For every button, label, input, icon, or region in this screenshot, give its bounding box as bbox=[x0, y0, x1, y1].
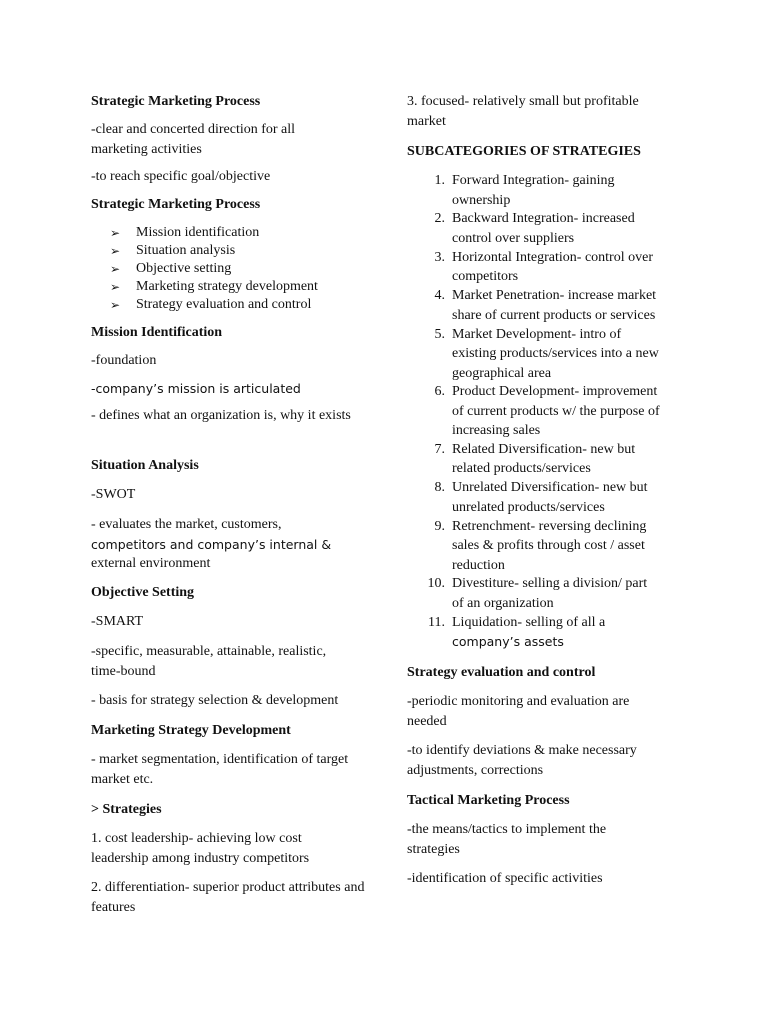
paragraph-cost-leadership: 1. cost leadership- achieving low cost leadership among industry competitors bbox=[91, 831, 310, 866]
paragraph-identify-deviations: -to identify deviations & make necessary adjustments, corrections bbox=[407, 743, 637, 778]
subcategory-number: 4. bbox=[434, 288, 445, 304]
subcategory-text: competitors bbox=[452, 269, 519, 285]
subcategory-text: share of current products or services bbox=[452, 307, 656, 323]
paragraph-basis-strategy: - basis for strategy selection & development bbox=[91, 693, 339, 708]
subcategory-text: geographical area bbox=[452, 365, 552, 381]
subcategory-item bbox=[428, 613, 682, 652]
paragraph-segmentation: - market segmentation, identification of target market etc. bbox=[91, 752, 349, 787]
heading-objective-setting: Objective Setting bbox=[91, 585, 195, 600]
process-item-label: Marketing strategy development bbox=[136, 279, 318, 294]
arrow-bullet-icon: ➢ bbox=[110, 244, 121, 258]
subcategory-text: Unrelated Diversification- new but bbox=[452, 480, 648, 496]
paragraph-goal: -to reach specific goal/objective bbox=[91, 169, 271, 184]
subcategory-text: Related Diversification- new but bbox=[452, 441, 636, 457]
paragraph-swot: -SWOT bbox=[91, 487, 136, 502]
subcategory-text: Backward Integration- increased bbox=[452, 211, 635, 227]
subcategory-text: Horizontal Integration- control over bbox=[452, 249, 653, 265]
subcategory-text: Retrenchment- reversing declining bbox=[452, 518, 647, 534]
paragraph-periodic-monitoring: -periodic monitoring and evaluation are needed bbox=[407, 694, 630, 729]
subcategory-item bbox=[434, 248, 682, 287]
subcategory-number: 6. bbox=[434, 384, 445, 400]
paragraph-differentiation: 2. differentiation- superior product attributes and features bbox=[91, 880, 365, 915]
heading-strategies: > Strategies bbox=[91, 802, 162, 817]
subcategory-number: 8. bbox=[434, 480, 445, 496]
paragraph-evaluates-line3: external environment bbox=[91, 556, 211, 571]
subcategory-item bbox=[434, 440, 682, 479]
subcategory-text: Liquidation- selling of all a bbox=[452, 614, 606, 630]
subcategory-text: Market Development- intro of bbox=[452, 326, 622, 342]
subcategory-text: ownership bbox=[452, 192, 511, 208]
heading-marketing-strategy-development: Marketing Strategy Development bbox=[91, 723, 291, 738]
subcategory-item bbox=[434, 209, 682, 248]
process-item-label: Strategy evaluation and control bbox=[136, 297, 312, 312]
heading-strategic-marketing-process-2: Strategic Marketing Process bbox=[91, 197, 261, 212]
subcategory-number: 5. bbox=[434, 326, 445, 342]
heading-subcategories: SUBCATEGORIES OF STRATEGIES bbox=[407, 144, 641, 159]
paragraph-mission-articulated: -company’s mission is articulated bbox=[91, 381, 301, 396]
heading-tactical-marketing: Tactical Marketing Process bbox=[407, 793, 570, 808]
paragraph-evaluates-line1: - evaluates the market, customers, bbox=[91, 517, 282, 532]
paragraph-smart-definition: -specific, measurable, attainable, realistic, time-bound bbox=[91, 644, 327, 679]
subcategory-number: 10. bbox=[427, 576, 445, 592]
subcategory-text: Product Development- improvement bbox=[452, 384, 658, 400]
process-item bbox=[110, 295, 312, 315]
subcategory-text: sales & profits through cost / asset bbox=[452, 538, 645, 554]
arrow-bullet-icon: ➢ bbox=[110, 298, 121, 312]
subcategory-item bbox=[427, 574, 682, 613]
subcategory-item bbox=[434, 382, 682, 441]
paragraph-foundation: -foundation bbox=[91, 353, 157, 368]
subcategory-text: existing products/services into a new bbox=[452, 346, 659, 362]
heading-mission-identification: Mission Identification bbox=[91, 325, 223, 340]
process-item bbox=[110, 277, 318, 297]
subcategory-text: increasing sales bbox=[452, 423, 541, 439]
heading-strategic-marketing-process: Strategic Marketing Process bbox=[91, 94, 261, 109]
paragraph-evaluates-line2: competitors and company’s internal & bbox=[91, 537, 332, 552]
subcategory-text: reduction bbox=[452, 557, 505, 573]
arrow-bullet-icon: ➢ bbox=[110, 226, 121, 240]
subcategory-item bbox=[434, 325, 682, 384]
process-item bbox=[110, 241, 236, 261]
heading-situation-analysis: Situation Analysis bbox=[91, 458, 199, 473]
subcategory-item bbox=[434, 517, 682, 576]
subcategory-number: 2. bbox=[434, 211, 445, 227]
subcategory-item bbox=[434, 171, 682, 210]
subcategory-text: related products/services bbox=[452, 461, 591, 477]
process-item bbox=[110, 259, 232, 279]
subcategory-text: unrelated products/services bbox=[452, 499, 605, 515]
paragraph-defines-organization: - defines what an organization is, why it exists bbox=[91, 408, 351, 423]
subcategory-number: 9. bbox=[434, 518, 445, 534]
heading-strategy-evaluation: Strategy evaluation and control bbox=[407, 665, 596, 680]
paragraph-means-tactics: -the means/tactics to implement the strategies bbox=[407, 822, 607, 857]
process-item-label: Situation analysis bbox=[136, 243, 236, 258]
subcategory-text: control over suppliers bbox=[452, 230, 575, 246]
paragraph-direction: -clear and concerted direction for all marketing activities bbox=[91, 122, 296, 157]
subcategory-number: 3. bbox=[434, 249, 445, 265]
arrow-bullet-icon: ➢ bbox=[110, 262, 121, 276]
subcategory-text: of an organization bbox=[452, 595, 554, 611]
subcategory-number: 7. bbox=[434, 441, 445, 457]
process-item-label: Mission identification bbox=[136, 225, 260, 240]
subcategory-item bbox=[434, 286, 682, 325]
paragraph-smart: -SMART bbox=[91, 614, 144, 629]
subcategory-text: Market Penetration- increase market bbox=[452, 288, 657, 304]
subcategory-number: 1. bbox=[434, 173, 445, 188]
process-item-label: Objective setting bbox=[136, 261, 232, 276]
paragraph-specific-activities: -identification of specific activities bbox=[407, 871, 603, 886]
arrow-bullet-icon: ➢ bbox=[110, 280, 121, 294]
subcategory-text: company’s assets bbox=[452, 634, 564, 650]
subcategory-text: Divestiture- selling a division/ part bbox=[452, 576, 648, 592]
subcategory-number: 11. bbox=[428, 614, 445, 630]
subcategory-text: of current products w/ the purpose of bbox=[452, 403, 660, 419]
subcategory-text: Forward Integration- gaining bbox=[452, 173, 615, 188]
subcategory-item bbox=[434, 478, 682, 517]
paragraph-focused: 3. focused- relatively small but profitable market bbox=[407, 94, 639, 129]
process-item bbox=[110, 223, 260, 243]
